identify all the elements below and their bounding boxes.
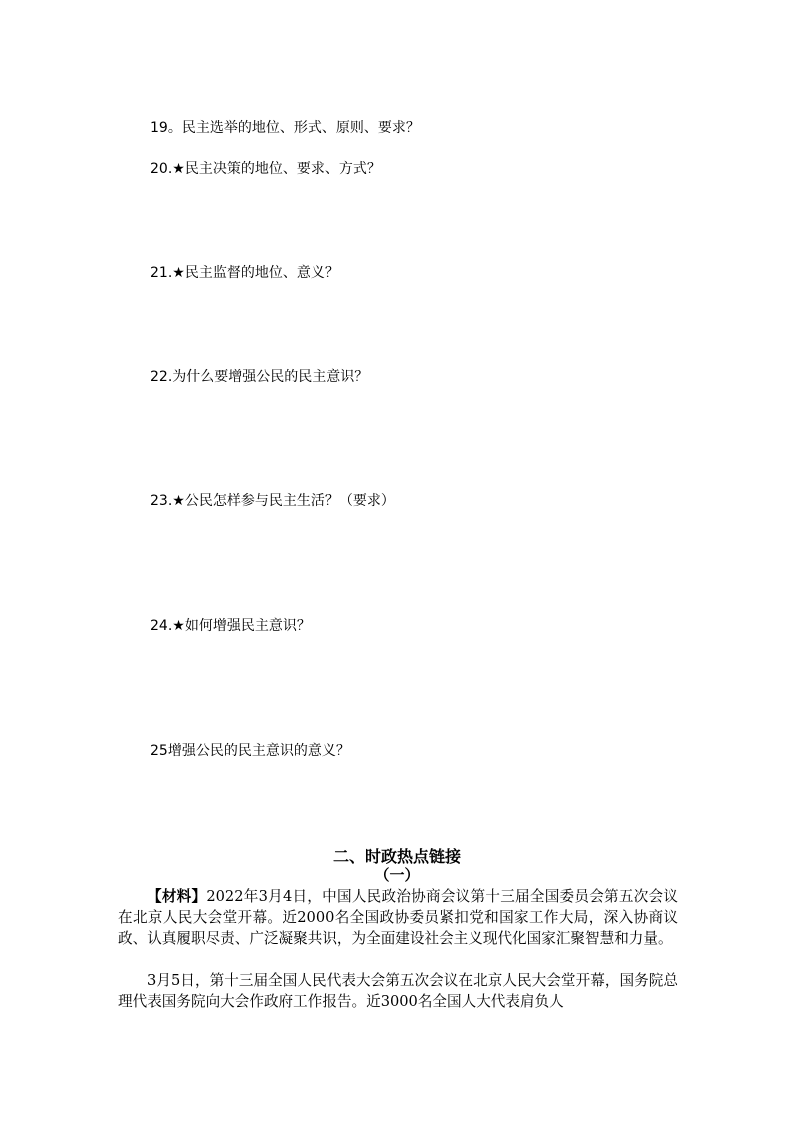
section-title: 二、时政热点链接 [332, 847, 461, 866]
question-22: 22.为什么要增强公民的民主意识？ [150, 369, 369, 385]
question-20: 20.★民主决策的地位、要求、方式？ [150, 161, 381, 177]
material-label: 【材料】 [147, 888, 207, 905]
question-23: 23.★公民怎样参与民主生活？（要求） [150, 493, 395, 509]
material-paragraph-1 [118, 886, 678, 949]
section-subtitle: （一） [374, 866, 420, 884]
material-paragraph-2: 3月5日，第十三届全国人民代表大会第五次会议在北京人民大会堂开幕，国务院总理代表国务院向大会作政府工作报告。近3000名全国人大代表肩负人 [118, 972, 678, 1010]
question-21: 21.★民主监督的地位、意义？ [150, 265, 339, 281]
question-25: 25增强公民的民主意识的意义？ [150, 743, 350, 759]
material-paragraph-1-text: 2022年3月4日，中国人民政治协商会议第十三届全国委员会第五次会议在北京人民大会堂开幕。近2000名全国政协委员紧扣党和国家工作大局，深入协商议政、认真履职尽责、广泛凝聚共识，为全面建设社会主义现代化国家汇聚智慧和力量。 [118, 888, 678, 947]
question-19: 19。民主选举的地位、形式、原则、要求？ [150, 120, 420, 136]
question-24: 24.★如何增强民主意识？ [150, 618, 311, 634]
